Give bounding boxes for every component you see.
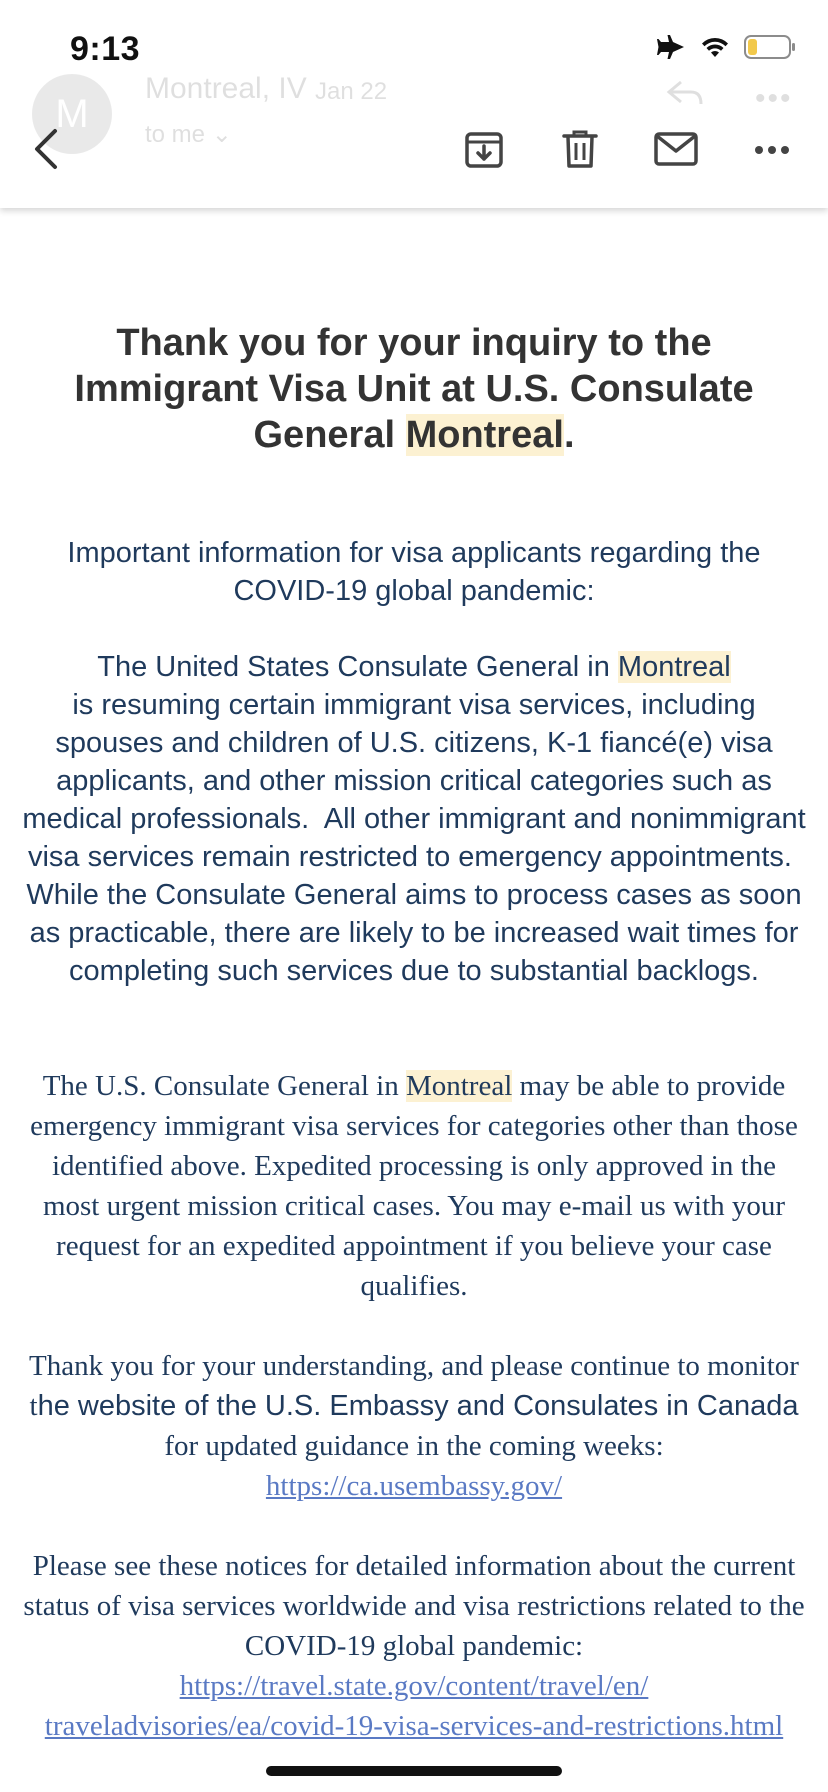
archive-icon — [464, 129, 504, 174]
back-button[interactable] — [20, 125, 72, 177]
recipient-line: to me ⌄ — [145, 121, 232, 148]
paragraph-text: The U.S. Consulate General in — [42, 1070, 406, 1102]
delete-button[interactable] — [554, 125, 606, 177]
covid-intro: Important information for visa applicants regarding the COVID-19 global pandemic: — [67, 537, 761, 607]
paragraph-emergency-services — [22, 1066, 806, 1306]
paragraph-text: Please see these notices for detailed information about the current status of visa services worldwide and visa restrictions related to the COVID-19 global pandemic: — [23, 1550, 805, 1662]
wifi-icon — [700, 35, 730, 64]
paragraph-text: he website of the U.S. Embassy and Consulates in Canada — [37, 1390, 799, 1422]
battery-icon — [744, 34, 796, 65]
home-indicator[interactable] — [266, 1766, 562, 1776]
status-time: 9:13 — [70, 30, 141, 68]
email-date: Jan 22 — [315, 78, 388, 105]
airplane-mode-icon — [656, 34, 686, 65]
embassy-website-link[interactable]: https://ca.usembassy.gov/ — [265, 1470, 563, 1502]
travel-state-link-line2[interactable]: traveladvisories/ea/covid-19-visa-services-and-restrictions.html — [44, 1710, 784, 1742]
reply-icon — [665, 78, 705, 113]
travel-state-link-line1[interactable]: https://travel.state.gov/content/travel/en/ — [179, 1670, 649, 1702]
top-app-bar — [0, 0, 828, 208]
paragraph-travel-notices — [22, 1546, 806, 1746]
headline-text-end: . — [563, 414, 575, 456]
paragraph-text: The United States Consulate General in — [97, 651, 618, 683]
more-vertical-icon: ••• — [755, 82, 793, 115]
paragraph-resuming-services — [22, 648, 806, 990]
search-highlight: Montreal — [405, 414, 564, 456]
search-highlight: Montreal — [617, 651, 731, 683]
avatar: M — [32, 74, 112, 154]
more-horizontal-icon — [754, 142, 790, 160]
archive-button[interactable] — [458, 125, 510, 177]
trash-icon — [562, 129, 598, 174]
mark-unread-button[interactable] — [650, 125, 702, 177]
more-options-button[interactable] — [746, 125, 798, 177]
email-header-scrolled — [0, 70, 828, 170]
paragraph-text: Thank you for your understanding, and please continue to monitor t — [29, 1350, 799, 1422]
status-icons — [656, 34, 796, 65]
paragraph-text: is resuming certain immigrant visa services, including spouses and children of U.S. citizens, K-1 fiancé(e) visa applicants, and other mission critical categories such as medical professionals. All other immigrant and nonimmigrant visa services remain restricted to emergency appointments. While the Consulate General aims to process cases as soon as practicable, there are likely to be increased wait times for completing such services due to substantial backlogs. — [22, 689, 806, 987]
sender-name: Montreal, IV — [145, 72, 307, 105]
email-headline — [40, 320, 788, 458]
paragraph-text: may be able to provide emergency immigrant visa services for categories other than those identified above. Expedited processing is only approved in the most urgent mission critical cases. You may e-mail us with your request for an expedited appointment if you believe your case qualifies. — [30, 1070, 798, 1302]
mail-icon — [654, 132, 698, 171]
headline-text: Thank you for your inquiry to the Immigrant Visa Unit at U.S. Consulate General — [74, 322, 754, 456]
chevron-left-icon — [31, 127, 61, 176]
search-highlight: Montreal — [405, 1070, 513, 1102]
paragraph-text: for updated guidance in the coming weeks: — [164, 1430, 664, 1462]
paragraph-monitor-website — [22, 1346, 806, 1506]
